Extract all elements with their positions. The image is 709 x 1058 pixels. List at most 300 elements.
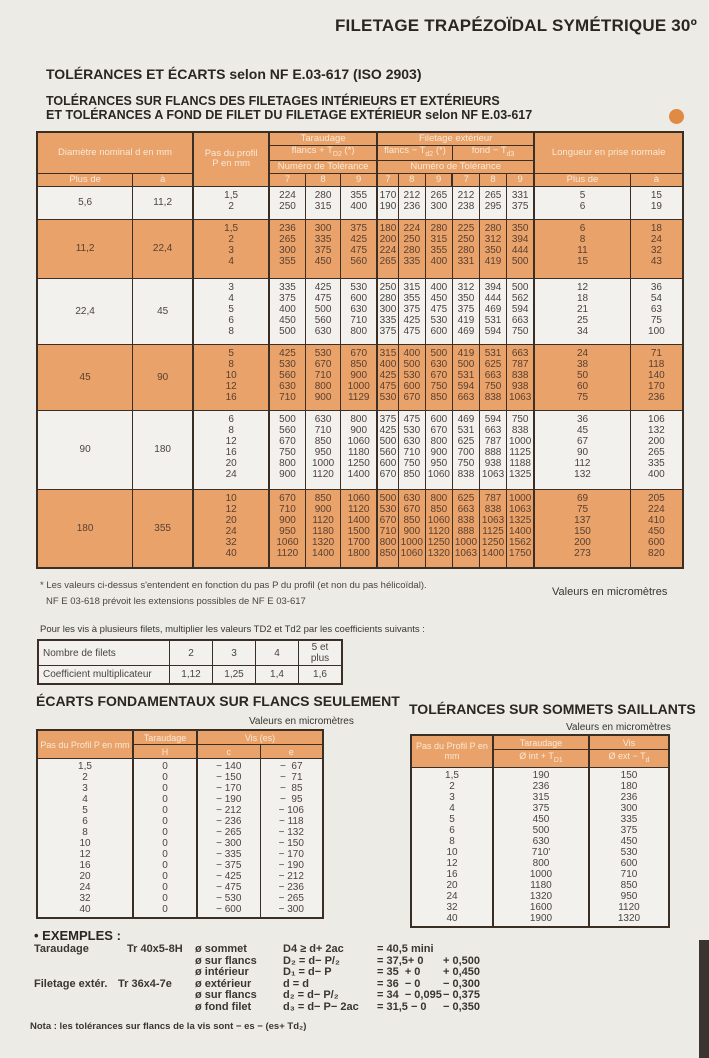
value: 16 xyxy=(446,868,458,880)
value: 670 xyxy=(379,468,397,480)
footnote-extension: NF E 03-618 prévoit les extensions possibles de NF E 03-617 xyxy=(46,596,306,607)
value: 24 xyxy=(446,890,458,902)
example-formula: d₂ = d− P/₂ xyxy=(283,989,339,1001)
cell-d-from: 22,4 xyxy=(37,278,133,344)
column-pas xyxy=(37,759,133,919)
table-row xyxy=(37,219,683,278)
cell-t8 xyxy=(305,410,340,489)
example-value: = 34 − 0,095 xyxy=(377,989,442,1001)
value: 530 xyxy=(403,424,421,436)
table-row xyxy=(37,278,683,344)
example-value: = 31,5 − 0 xyxy=(377,1000,427,1013)
value: 419 xyxy=(484,255,502,267)
value: 560 xyxy=(279,369,296,381)
cell-f8 xyxy=(398,489,425,568)
value: 1188 xyxy=(509,457,531,469)
cell: 1,25 xyxy=(213,666,256,685)
value: 450 xyxy=(279,314,296,326)
cell-l_to xyxy=(630,278,683,344)
value: 1600 xyxy=(529,901,553,913)
value: 300 xyxy=(314,222,332,234)
cell: 1,6 xyxy=(299,666,343,685)
value: 170 xyxy=(379,189,397,201)
value: − 170 xyxy=(216,783,242,794)
example-tol: − 0,375 xyxy=(443,989,481,1001)
value: 1063 xyxy=(481,468,505,480)
value: 1400 xyxy=(347,514,370,526)
value: 4 xyxy=(228,292,234,304)
value: 0 xyxy=(162,871,168,882)
value: 444 xyxy=(511,244,529,256)
cell-t7 xyxy=(269,410,305,489)
cell-l_from xyxy=(534,278,630,344)
value: 663 xyxy=(457,391,475,403)
value: 838 xyxy=(484,503,502,515)
value: 800 xyxy=(379,536,397,548)
value: 1,5 xyxy=(224,222,239,234)
value: 375 xyxy=(379,413,397,425)
cell-f8 xyxy=(398,186,425,219)
value: 600 xyxy=(430,325,448,337)
value: 787 xyxy=(484,492,502,504)
value: 5 xyxy=(579,189,586,201)
value: − 236 xyxy=(216,816,242,827)
value: 670 xyxy=(350,347,368,359)
value: 500 xyxy=(279,413,296,425)
value: 315 xyxy=(314,200,332,212)
cell-d8 xyxy=(480,344,507,410)
example-name: ø fond filet xyxy=(195,1000,252,1013)
cell-d8 xyxy=(480,489,507,568)
cell-l_from xyxy=(534,344,630,410)
value: 335 xyxy=(620,813,638,825)
cell-d-to: 45 xyxy=(133,278,193,344)
value: 530 xyxy=(350,281,368,293)
value: 265 xyxy=(379,255,397,267)
value: 530 xyxy=(279,358,296,370)
cell-t8 xyxy=(305,186,340,219)
cell-d7 xyxy=(452,278,479,344)
value: 355 xyxy=(350,189,368,201)
value: 315 xyxy=(403,281,421,293)
value: 500 xyxy=(279,325,296,337)
value: 1325 xyxy=(509,514,532,526)
cell-f8 xyxy=(398,344,425,410)
header-taraudage: Taraudage xyxy=(133,730,197,745)
value: 236 xyxy=(620,791,638,803)
cell-d8 xyxy=(480,278,507,344)
value: 15 xyxy=(650,189,662,201)
value: 1129 xyxy=(347,391,370,403)
value: 670 xyxy=(279,435,296,447)
value: 1060 xyxy=(427,514,450,526)
cell-f9 xyxy=(425,278,452,344)
value: 150 xyxy=(620,769,638,781)
value: 2 xyxy=(82,772,88,783)
value: 1400 xyxy=(481,547,505,559)
value: 350 xyxy=(511,222,529,234)
value: 12 xyxy=(446,857,458,869)
value: 560 xyxy=(314,314,332,326)
value: 750 xyxy=(430,380,448,392)
cell-f9 xyxy=(425,186,452,219)
value: 750 xyxy=(511,325,529,337)
value: 800 xyxy=(279,457,296,469)
value: 12 xyxy=(79,849,91,860)
value: 710 xyxy=(620,868,638,880)
value: 594 xyxy=(457,380,475,392)
sommets-table xyxy=(410,734,670,928)
value: 32 xyxy=(446,901,458,913)
value: 1320 xyxy=(311,536,335,548)
value: 0 xyxy=(162,827,168,838)
value: 710 xyxy=(314,424,332,436)
value: 20 xyxy=(225,514,237,526)
cell-t8 xyxy=(305,278,340,344)
value: 663 xyxy=(511,314,529,326)
cell-d8 xyxy=(480,186,507,219)
value: 670 xyxy=(403,391,421,403)
cell-f9 xyxy=(425,489,452,568)
cell-l_from xyxy=(534,410,630,489)
cell-t8 xyxy=(305,219,340,278)
value: 10 xyxy=(446,846,458,858)
header-pas: Pas du Profil P en mm xyxy=(37,730,133,759)
value: 900 xyxy=(430,446,448,458)
value: 16 xyxy=(79,860,91,871)
value: − 106 xyxy=(278,805,304,816)
main-tolerance-table xyxy=(36,131,684,569)
cell-f7 xyxy=(377,186,398,219)
value: − 530 xyxy=(216,893,242,904)
value: 8 xyxy=(228,358,234,370)
value: 800 xyxy=(430,435,448,447)
value: 425 xyxy=(379,424,397,436)
value: 63 xyxy=(650,303,662,315)
value: 710 xyxy=(314,369,332,381)
cell-l_from xyxy=(534,489,630,568)
value: 850 xyxy=(350,358,368,370)
cell-pas xyxy=(193,278,269,344)
ecarts-table xyxy=(36,729,324,919)
header-numero-tolerance: Numéro de Tolérance xyxy=(269,160,377,173)
value: 710 xyxy=(279,503,296,515)
value: 75 xyxy=(576,503,589,515)
value: 469 xyxy=(457,413,475,425)
value: 24 xyxy=(576,347,589,359)
example-name: ø sommet xyxy=(195,943,247,955)
value: − 150 xyxy=(216,772,242,783)
value: 838 xyxy=(484,391,502,403)
value: 12 xyxy=(225,503,237,515)
value: 331 xyxy=(457,255,475,267)
value: 132 xyxy=(574,468,591,480)
value: − 150 xyxy=(278,838,304,849)
cell-d7 xyxy=(452,186,479,219)
value: 1400 xyxy=(311,547,335,559)
value: 750 xyxy=(279,446,296,458)
value: 450 xyxy=(648,525,665,537)
value: − 425 xyxy=(216,871,242,882)
value: 1000 xyxy=(347,380,370,392)
value: 500 xyxy=(430,347,448,359)
example-formula: D4 ≥ d+ 2ac xyxy=(283,943,344,955)
cell-d-to: 180 xyxy=(133,410,193,489)
value: 1063 xyxy=(454,547,478,559)
value: 900 xyxy=(279,514,296,526)
cell-f9 xyxy=(425,219,452,278)
cell-d-to: 11,2 xyxy=(133,186,193,219)
example-value: = 36 − 0 xyxy=(377,977,421,990)
value: 12 xyxy=(225,380,237,392)
cell-d-from: 90 xyxy=(37,410,133,489)
cell-f9 xyxy=(425,410,452,489)
header-longueur: Longueur en prise normale xyxy=(534,132,683,173)
value: 530 xyxy=(314,347,332,359)
cell-t9 xyxy=(341,410,377,489)
value: 750 xyxy=(511,413,529,425)
value: 140 xyxy=(648,369,665,381)
value: − 95 xyxy=(279,794,303,805)
value: 11 xyxy=(577,244,588,256)
header-vis: Vis xyxy=(589,735,669,750)
page-edge-shadow xyxy=(699,940,709,1058)
value: 150 xyxy=(574,525,591,537)
value: 315 xyxy=(379,347,397,359)
value: 663 xyxy=(457,503,475,515)
value: 375 xyxy=(279,292,296,304)
value: 0 xyxy=(162,772,168,783)
cell-l_to xyxy=(630,489,683,568)
table-row xyxy=(37,186,683,219)
value: 530 xyxy=(403,369,421,381)
page-title: FILETAGE TRAPÉZOÏDAL SYMÉTRIQUE 30º xyxy=(334,16,697,35)
cell-f7 xyxy=(377,278,398,344)
value: − 375 xyxy=(216,860,242,871)
value: 75 xyxy=(576,391,589,403)
filetage-label: Filetage extér. xyxy=(34,978,108,990)
value: − 132 xyxy=(278,827,304,838)
value: 530 xyxy=(379,503,397,515)
value: 500 xyxy=(511,281,529,293)
value: 0 xyxy=(162,904,168,915)
value: 0 xyxy=(162,860,168,871)
column-pas xyxy=(411,767,493,927)
value: 375 xyxy=(350,222,368,234)
column-vis xyxy=(589,767,669,927)
value: 200 xyxy=(379,233,397,245)
value: 630 xyxy=(403,492,421,504)
example-tol: − 0,300 xyxy=(443,977,481,990)
value: 355 xyxy=(279,255,296,267)
cell-d-from: 45 xyxy=(37,344,133,410)
value: 670 xyxy=(314,358,332,370)
cell-d9 xyxy=(507,344,535,410)
value: 265 xyxy=(430,189,448,201)
value: 280 xyxy=(403,244,421,256)
value: 238 xyxy=(457,200,475,212)
cell-d8 xyxy=(480,410,507,489)
cell: 1,12 xyxy=(170,666,213,685)
value: 5 xyxy=(82,805,88,816)
value: 375 xyxy=(511,200,529,212)
header-pas: Pas du Profil P en mm xyxy=(411,735,493,767)
value: 24 xyxy=(225,525,237,537)
value: 300 xyxy=(620,802,638,814)
value: 710 xyxy=(279,391,296,403)
header-H: H xyxy=(133,745,197,759)
header-taraudage: Taraudage xyxy=(493,735,589,750)
cell-f7 xyxy=(377,344,398,410)
value: 100 xyxy=(648,325,665,337)
cell-l_to xyxy=(630,219,683,278)
exemples-title: • EXEMPLES : xyxy=(34,928,121,943)
value: 1,5 xyxy=(78,761,92,772)
value: 6 xyxy=(228,314,234,326)
cell-pas xyxy=(193,489,269,568)
subheading-line-2: ET TOLÉRANCES A FOND DE FILET DU FILETAGE EXTÉRIEUR selon NF E.03-617 xyxy=(46,108,533,122)
value: 888 xyxy=(484,446,502,458)
value: 15 xyxy=(576,255,589,267)
value: 670 xyxy=(379,514,397,526)
value: 500 xyxy=(379,492,397,504)
example-tol: − 0,350 xyxy=(443,1000,481,1013)
table-row xyxy=(38,666,342,685)
value: 1800 xyxy=(347,547,370,559)
value: 394 xyxy=(511,233,529,245)
value: 40 xyxy=(225,547,237,559)
value: 950 xyxy=(314,446,332,458)
value: − 190 xyxy=(278,860,304,871)
example-formula: D₁ = d− P xyxy=(283,966,332,978)
cell: 4 xyxy=(256,640,299,666)
cell-t7 xyxy=(269,219,305,278)
value: 625 xyxy=(457,435,475,447)
value: 331 xyxy=(511,189,529,201)
value: 300 xyxy=(379,303,397,315)
value: 280 xyxy=(457,244,475,256)
value: 4 xyxy=(228,255,234,267)
value: 25 xyxy=(576,314,589,326)
value: 750 xyxy=(403,457,421,469)
header-ext-flancs: flancs − $T_{d2}$ (*) xyxy=(377,145,452,160)
value: 8 xyxy=(82,827,88,838)
subheading-line-1: TOLÉRANCES SUR FLANCS DES FILETAGES INTÉRIEURS ET EXTÉRIEURS xyxy=(46,94,500,108)
value: 475 xyxy=(314,292,332,304)
value: 1063 xyxy=(509,503,532,515)
value: 1562 xyxy=(509,536,532,548)
value: 670 xyxy=(279,492,296,504)
value: 663 xyxy=(484,369,502,381)
value: 469 xyxy=(484,303,502,315)
cell-f7 xyxy=(377,489,398,568)
value: 900 xyxy=(314,391,332,403)
value: 1320 xyxy=(529,890,553,902)
value: 594 xyxy=(511,303,529,315)
value: 800 xyxy=(532,857,550,869)
value: 594 xyxy=(484,413,502,425)
value: 250 xyxy=(379,281,397,293)
value: 6 xyxy=(82,816,88,827)
cell-d7 xyxy=(452,489,479,568)
value: 4 xyxy=(82,794,88,805)
value: 54 xyxy=(650,292,662,304)
value: 900 xyxy=(314,503,332,515)
value: 3 xyxy=(449,791,455,803)
header-c: c xyxy=(197,745,260,759)
value: 24 xyxy=(650,233,662,245)
column-H xyxy=(133,759,197,919)
value: 531 xyxy=(457,424,475,436)
value: − 67 xyxy=(279,761,303,772)
value: − 71 xyxy=(279,772,303,783)
value: 600 xyxy=(648,536,665,548)
value: 67 xyxy=(576,435,589,447)
value: 12 xyxy=(576,281,589,293)
cell-pas xyxy=(193,219,269,278)
value: 236 xyxy=(403,200,421,212)
value: 0 xyxy=(162,893,168,904)
value: 170 xyxy=(648,380,665,392)
value: 1120 xyxy=(312,514,334,526)
value: 40 xyxy=(446,912,458,924)
value: 8 xyxy=(449,835,455,847)
example-value: = 35 + 0 xyxy=(377,966,421,978)
value: 8 xyxy=(579,233,586,245)
value: 750 xyxy=(457,457,475,469)
value: 12 xyxy=(225,435,237,447)
cell-t7 xyxy=(269,489,305,568)
cell-d7 xyxy=(452,219,479,278)
cell-l_to xyxy=(630,186,683,219)
value: 280 xyxy=(314,189,332,201)
value: 394 xyxy=(484,281,502,293)
value: 838 xyxy=(457,514,475,526)
value: 475 xyxy=(379,380,397,392)
cell-d9 xyxy=(507,219,535,278)
example-tol: + 0,450 xyxy=(443,966,481,978)
header-pas: Pas du profil P en mm xyxy=(193,132,269,186)
section-heading-tolerances: TOLÉRANCES ET ÉCARTS selon NF E.03-617 (ISO 2903) xyxy=(46,66,422,82)
value: 1000 xyxy=(400,536,423,548)
value: 40 xyxy=(79,904,91,915)
value: 400 xyxy=(648,468,665,480)
filetage-ref: Tr 36x4-7e xyxy=(118,978,172,990)
value: 600 xyxy=(403,380,421,392)
value: 6 xyxy=(449,824,455,836)
value: 250 xyxy=(279,200,296,212)
value: 1250 xyxy=(481,536,505,548)
value: 250 xyxy=(403,233,421,245)
row-label: Nombre de filets xyxy=(38,640,170,666)
value: 1120 xyxy=(347,503,370,515)
value: − 85 xyxy=(279,783,303,794)
value: 600 xyxy=(430,413,448,425)
value: 1120 xyxy=(312,468,334,480)
value: 137 xyxy=(574,514,591,526)
value: − 265 xyxy=(216,827,242,838)
value: 1400 xyxy=(347,468,370,480)
value: − 300 xyxy=(216,838,242,849)
value: 1000 xyxy=(509,492,532,504)
value: 950 xyxy=(620,890,638,902)
cell-f7 xyxy=(377,410,398,489)
value: 43 xyxy=(650,255,662,267)
value: 295 xyxy=(484,200,502,212)
value: 3 xyxy=(228,244,234,256)
header-e: e xyxy=(260,745,323,759)
value: 312 xyxy=(484,233,502,245)
